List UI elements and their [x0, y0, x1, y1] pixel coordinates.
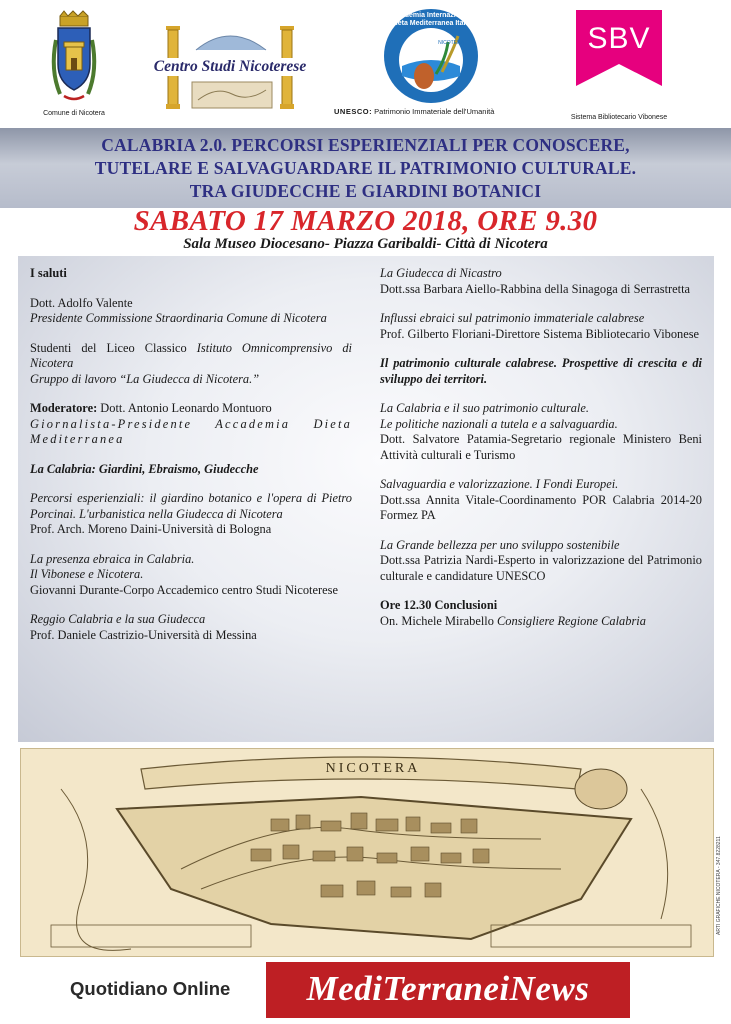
event-date: SABATO 17 MARZO 2018, ORE 9.30	[133, 205, 598, 237]
comune-caption: Comune di Nicotera	[43, 110, 105, 117]
print-credit: ARTI GRAFICHE NICOTERA - 347.8228211	[716, 836, 722, 935]
accademia-logo	[376, 6, 486, 106]
section-calabria-heading: La Calabria: Giardini, Ebraismo, Giudecche	[30, 461, 259, 476]
percorsi-speaker: Prof. Arch. Moreno Daini-Università di Bologna	[30, 522, 272, 536]
mediterranei-news-logo	[266, 962, 630, 1018]
map-title: NICOTERA	[325, 761, 421, 776]
program-left-column	[30, 266, 352, 657]
sbv-logo	[570, 10, 668, 121]
moderatore-name: Dott. Antonio Leonardo Montuoro	[97, 401, 272, 415]
nicastro-title: La Giudecca di Nicastro	[380, 266, 502, 280]
comune-crest-icon	[46, 10, 102, 106]
presenza-title-2: Il Vibonese e Nicotera.	[30, 567, 144, 581]
fondi-speaker: Dott.ssa Annita Vitale-Coordinamento POR Calabria 2014-20 Formez PA	[380, 492, 702, 522]
reggio-block	[30, 612, 352, 643]
presenza-speaker: Giovanni Durante-Corpo Accademico centro Studi Nicoterese	[30, 582, 338, 597]
brand-part-2: News	[509, 969, 590, 1008]
nicotera-map-illustration	[21, 749, 713, 956]
mediterranei-news-text	[266, 969, 630, 1009]
program-panel	[18, 256, 714, 742]
bellezza-title: La Grande bellezza per uno sviluppo sostenibile	[380, 537, 620, 552]
accademia-inner-text: NICOTERA	[438, 40, 464, 46]
politiche-title-1: La Calabria e il suo patrimonio culturale.	[380, 401, 589, 415]
brand-part-1: MediTerranei	[306, 969, 510, 1008]
quotidiano-online-label: Quotidiano Online	[70, 978, 231, 999]
reggio-speaker: Prof. Daniele Castrizio-Università di Messina	[30, 627, 257, 642]
unesco-caption-rest: Patrimonio Immateriale dell'Umanità	[372, 107, 495, 116]
unesco-caption	[334, 107, 514, 116]
politiche-speaker: Dott. Salvatore Patamia-Segretario regionale Ministero Beni Attività culturali e Turismo	[380, 432, 702, 462]
moderatore-block	[30, 401, 352, 448]
program-right-column	[380, 266, 702, 643]
valente-role: Presidente Commissione Straordinaria Comune di Nicotera	[30, 311, 327, 325]
influssi-title: Influssi ebraici sul patrimonio immateriale calabrese	[380, 311, 645, 325]
accademia-arc-text: Accademia Internazionale Dieta Mediterranea Italia	[388, 12, 474, 27]
percorsi-block	[30, 491, 352, 538]
saluti-heading: I saluti	[30, 266, 67, 280]
studenti-text: Studenti del Liceo Classico	[30, 340, 197, 355]
unesco-label: UNESCO:	[334, 107, 373, 116]
event-title-line-1: CALABRIA 2.0. PERCORSI ESPERIENZIALI PER CONOSCERE,	[101, 135, 630, 155]
historic-map	[20, 748, 714, 957]
politiche-title-2: Le politiche nazionali a tutela e a salvaguardia.	[380, 416, 618, 431]
bellezza-block	[380, 538, 702, 585]
nicastro-block	[380, 266, 702, 297]
conclusioni-heading: Ore 12.30 Conclusioni	[380, 598, 498, 612]
event-title-line-3: TRA GIUDECCHE E GIARDINI BOTANICI	[189, 181, 542, 201]
presenza-title-1: La presenza ebraica in Calabria.	[30, 551, 195, 566]
moderatore-role: Giornalista-Presidente Accademia Dieta Mediterranea	[30, 416, 352, 446]
valente-block	[30, 296, 352, 327]
event-title-line-2: TUTELARE E SALVAGUARDARE IL PATRIMONIO CULTURALE.	[94, 158, 637, 178]
percorsi-title: Percorsi esperienziali: il giardino botanico e l'opera di Pietro Porcinai. L'urbanistica nella Giudecca di Nicotera	[30, 491, 352, 521]
comune-crest	[43, 10, 105, 117]
valente-name: Dott. Adolfo Valente	[30, 295, 133, 310]
bellezza-speaker: Dott.ssa Patrizia Nardi-Esperto in valorizzazione del Patrimonio culturale e candidature UNESCO	[380, 553, 702, 583]
politiche-block	[380, 401, 702, 463]
studenti-istituto: Istituto Omnicomprensivo di Nicotera	[30, 340, 352, 370]
studenti-block	[30, 341, 352, 388]
influssi-speaker: Prof. Gilberto Floriani-Direttore Sistema Bibliotecario Vibonese	[380, 326, 700, 341]
moderatore-label: Moderatore:	[30, 401, 98, 415]
event-venue: Sala Museo Diocesano- Piazza Garibaldi- Città di Nicotera	[183, 236, 548, 252]
sbv-letters: SBV	[587, 22, 651, 55]
logo-header	[0, 0, 731, 128]
gruppo-lavoro: Gruppo di lavoro “La Giudecca di Nicotera.”	[30, 371, 260, 386]
centro-studi-text: Centro Studi Nicoterese	[150, 58, 310, 76]
centro-studi-logo	[146, 20, 314, 112]
presenza-block	[30, 552, 352, 599]
conclusioni-block	[380, 598, 702, 629]
mirabello-name: On. Michele Mirabello	[380, 613, 497, 628]
sbv-caption: Sistema Bibliotecario Vibonese	[570, 114, 668, 121]
influssi-block	[380, 311, 702, 342]
reggio-title: Reggio Calabria e la sua Giudecca	[30, 612, 206, 626]
fondi-title: Salvaguardia e valorizzazione. I Fondi Europei.	[380, 477, 619, 491]
fondi-block	[380, 477, 702, 524]
prospettive-heading: Il patrimonio culturale calabrese. Prospettive di crescita e di sviluppo dei territori.	[380, 356, 702, 386]
mirabello-role: Consigliere Regione Calabria	[497, 613, 646, 628]
nicastro-speaker: Dott.ssa Barbara Aiello-Rabbina della Sinagoga di Serrastretta	[380, 281, 691, 296]
